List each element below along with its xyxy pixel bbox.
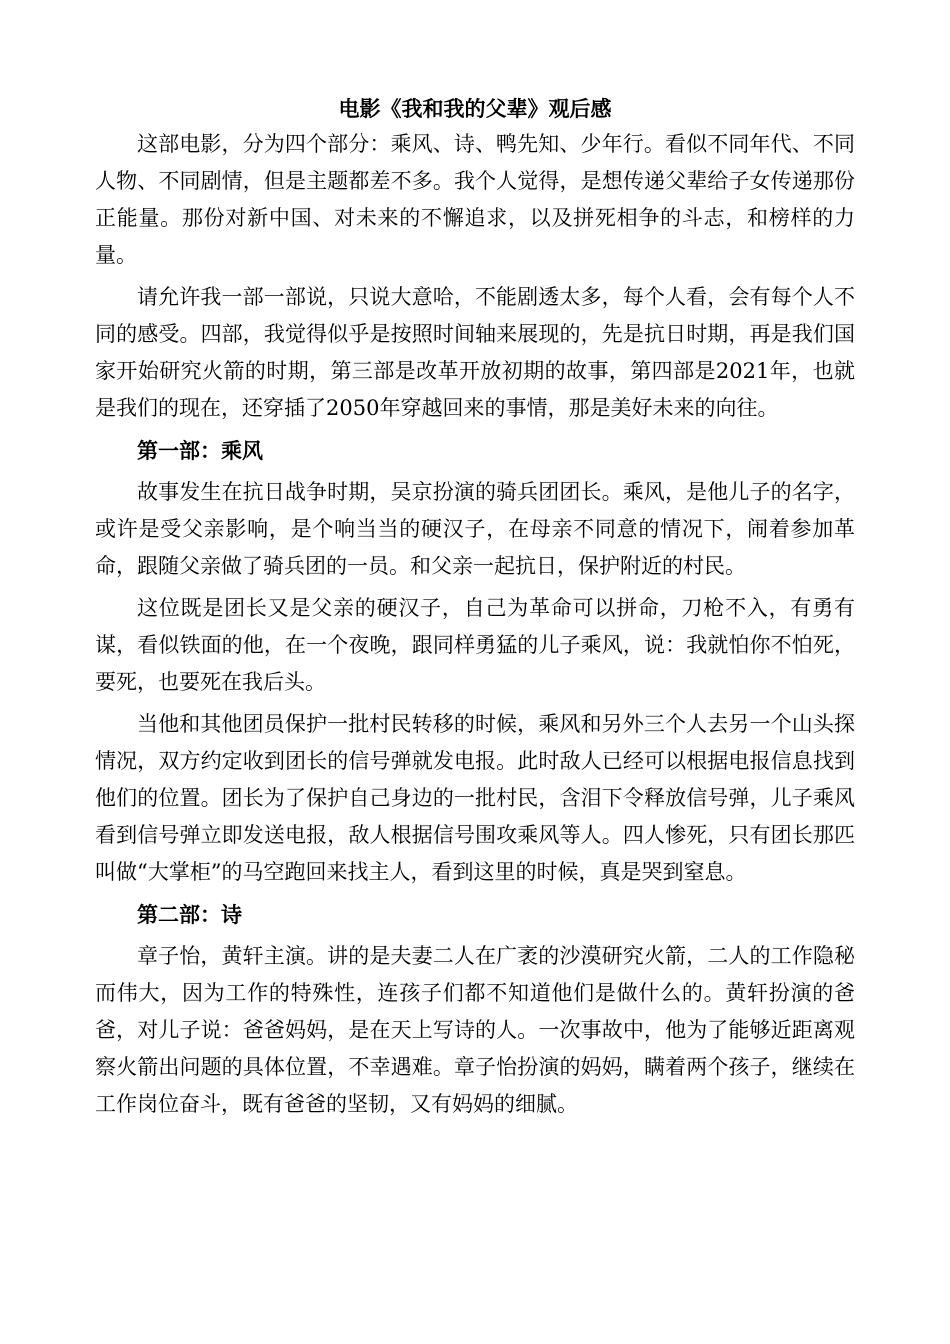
section1-paragraph: 当他和其他团员保护一批村民转移的时候，乘风和另外三个人去另一个山头探情况，双方约定收到团长的信号弹就发电报。此时敌人已经可以根据电报信息找到他们的位置。团长为了保护自己身边的一批村民，含泪下令释放信号弹，儿子乘风看到信号弹立即发送电报，敌人根据信号围攻乘风等人。四人惨死，只有团长那匹叫做“大掌柜”的马空跑回来找主人，看到这里的时候，真是哭到窒息。	[95, 712, 855, 884]
section-heading-part1: 第一部：乘风	[137, 438, 263, 463]
document-title: 电影《我和我的父辈》观后感	[338, 96, 612, 121]
document-page	[95, 92, 855, 1128]
paragraph-intro: 这部电影，分为四个部分：乘风、诗、鸭先知、少年行。看似不同年代、不同人物、不同剧情，但是主题都差不多。我个人觉得，是想传递父辈给子女传递那份正能量。那份对新中国、对未来的不懈追求，以及拼死相争的斗志，和榜样的力量。	[95, 132, 855, 267]
paragraph-overview: 请允许我一部一部说，只说大意哈，不能剧透太多，每个人看，会有每个人不同的感受。四部，我觉得似乎是按照时间轴来展现的，先是抗日时期，再是我们国家开始研究火箭的时期，第三部是改革开放初期的故事，第四部是2021年，也就是我们的现在，还穿插了2050年穿越回来的事情，那是美好未来的向往。	[95, 285, 855, 420]
section1-paragraph: 这位既是团长又是父亲的硬汉子，自己为革命可以拼命，刀枪不入，有勇有谋，看似铁面的他，在一个夜晚，跟同样勇猛的儿子乘风，说：我就怕你不怕死，要死，也要死在我后头。	[95, 596, 855, 694]
section1-paragraph: 故事发生在抗日战争时期，吴京扮演的骑兵团团长。乘风，是他儿子的名字，或许是受父亲影响，是个响当当的硬汉子，在母亲不同意的情况下，闹着参加革命，跟随父亲做了骑兵团的一员。和父亲一起抗日，保护附近的村民。	[95, 480, 855, 578]
section2-paragraph: 章子怡，黄轩主演。讲的是夫妻二人在广袤的沙漠研究火箭，二人的工作隐秘而伟大，因为工作的特殊性，连孩子们都不知道他们是做什么的。黄轩扮演的爸爸，对儿子说：爸爸妈妈，是在天上写诗的人。一次事故中，他为了能够近距离观察火箭出问题的具体位置，不幸遇难。章子怡扮演的妈妈，瞒着两个孩子，继续在工作岗位奋斗，既有爸爸的坚韧，又有妈妈的细腻。	[95, 944, 855, 1116]
section-heading-part2: 第二部：诗	[137, 902, 242, 927]
